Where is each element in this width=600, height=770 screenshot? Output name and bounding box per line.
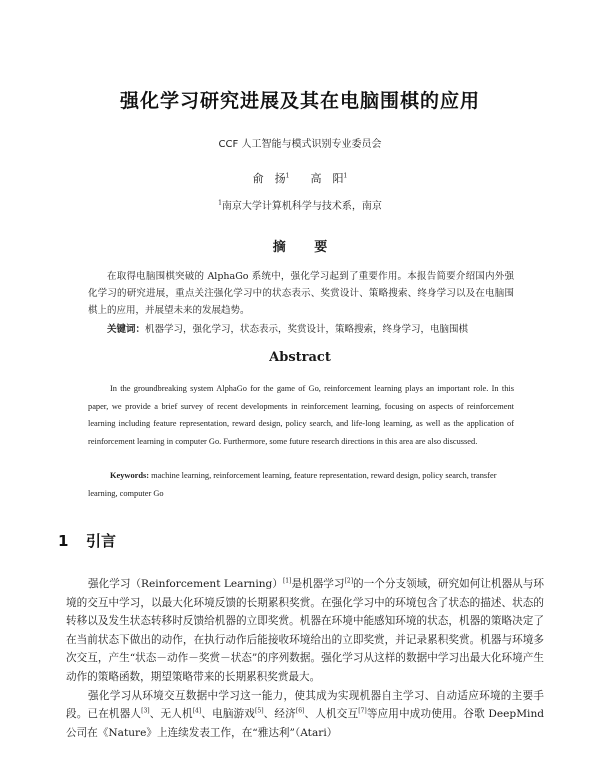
section-body <box>66 575 544 742</box>
author-affil-mark: 1 <box>343 172 348 180</box>
text-run: 、电脑游戏 <box>201 708 256 721</box>
citation: [1] <box>282 577 292 585</box>
keywords-label-en: Keywords: <box>110 471 150 480</box>
text-run: 强化学习从环境交互数据中学习这一能力，使其成为实现机器自主学习、自动适应环境的主要手段。已在机器人 <box>66 689 544 721</box>
affiliation-text: 南京大学计算机科学与技术系，南京 <box>221 201 382 212</box>
abstract-heading-en: Abstract <box>269 350 331 365</box>
abstract-text-cn: 在取得电脑围棋突破的 AlphaGo 系统中，强化学习起到了重要作用。本报告简要介绍国内外强化学习的研究进展，重点关注强化学习中的状态表示、奖赏设计、策略搜索、终身学习以及在电脑围棋上的应用，并展望未来的发展趋势。 <box>88 271 514 316</box>
author-name: 俞 扬 <box>252 172 286 185</box>
keywords-list-en: machine learning, reinforcement learning, feature representation, reward design, policy search, transfer learning, computer Go <box>88 471 497 498</box>
keywords-cn <box>88 322 514 337</box>
section-heading <box>58 530 116 551</box>
keywords-label-cn: 关键词： <box>107 324 146 335</box>
paper-title: 强化学习研究进展及其在电脑围棋的应用 <box>119 90 480 112</box>
paragraph <box>66 687 544 743</box>
paragraph <box>66 575 544 687</box>
text-run: 强化学习（Reinforcement Learning） <box>88 578 283 590</box>
organization-line: CCF 人工智能与模式识别专业委员会 <box>218 139 382 150</box>
citation: [2] <box>344 577 354 585</box>
text-run: 、人机交互 <box>304 708 359 721</box>
author-affil-mark: 1 <box>285 172 290 180</box>
section-number: 1 <box>58 532 69 550</box>
text-run: 的一个分支领域，研究如何让机器从与环境的交互中学习，以最大化环境反馈的长期累积奖赏。在强化学习中的环境包含了状态的描述、状态的转移以及发生状态转移时反馈给机器的立即奖赏。机器在环境中能感知环境的状态，机器的策略决定了在当前状态下做出的动作，在执行动作后能接收环境给出的立即奖赏，并记录累积奖赏。机器与环境多次交互，产生“状态－动作－奖赏－状态”的序列数据。强化学习从这样的数据中学习出最大化环境产生动作的策略函数，期望策略带来的长期累积奖赏最大。 <box>66 578 544 683</box>
citation: [7] <box>358 707 367 715</box>
citation: [4] <box>192 707 202 715</box>
keywords-list-cn: 机器学习，强化学习，状态表示，奖赏设计，策略搜索，终身学习，电脑围棋 <box>145 324 469 335</box>
authors-line <box>0 170 600 186</box>
text-run: 是机器学习 <box>291 578 345 590</box>
citation: [3] <box>141 707 150 715</box>
affiliation-line <box>0 197 600 212</box>
abstract-text-en: In the groundbreaking system AlphaGo for the game of Go, reinforcement learning plays an important role. In this paper, we provide a brief survey of recent developments in reinforcement learning, focusing on aspects of reinforcement learning including feature representation, reward design, policy search, and life-long learning, as well as the application of reinforcement learning in computer Go. Furthermore, some future research directions in this area are also discussed. <box>88 384 514 446</box>
author-name: 高 阳 <box>310 172 344 185</box>
citation: [5] <box>255 707 264 715</box>
affiliation-mark: 1 <box>218 199 222 207</box>
section-title: 引言 <box>86 532 117 550</box>
text-run: 等应用中成功使用。谷歌 DeepMind 公司在《Nature》上连续发表工作，在“雅达利”（Atari） <box>66 708 545 739</box>
citation: [6] <box>295 707 305 715</box>
text-run: 、无人机 <box>149 708 193 721</box>
keywords-en <box>88 467 514 502</box>
abstract-heading-cn: 摘 要 <box>272 240 340 255</box>
text-run: 、经济 <box>263 708 296 721</box>
